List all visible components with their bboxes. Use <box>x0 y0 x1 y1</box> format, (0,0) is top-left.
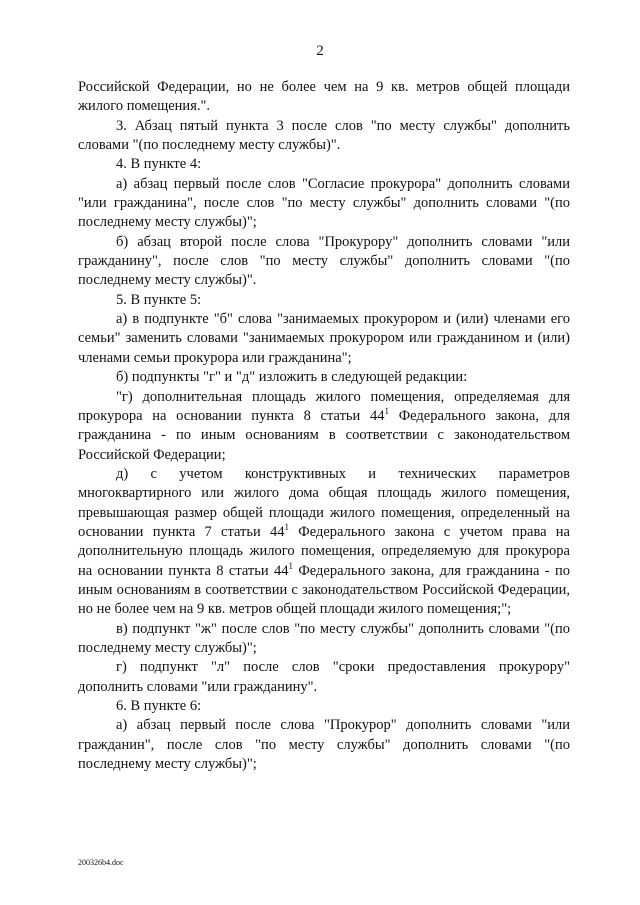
paragraph-text: б) подпункты "г" и "д" изложить в следующей редакции: <box>116 369 468 386</box>
paragraph <box>78 658 570 697</box>
document-body <box>78 78 570 774</box>
paragraph <box>78 310 570 368</box>
paragraph-text: Российской Федерации, но не более чем на 9 кв. метров общей площади жилого помещения.". <box>78 79 570 115</box>
superscript: 1 <box>284 521 290 532</box>
paragraph-text: а) абзац первый после слова "Прокурор" дополнить словами "или гражданин", после слов "по месту службы" дополнить словами "(по последнему месту службы)"; <box>78 717 570 773</box>
paragraph-text: 6. В пункте 6: <box>116 698 202 714</box>
superscript: 1 <box>288 560 293 571</box>
paragraph <box>78 155 570 174</box>
paragraph <box>78 291 570 310</box>
page-number: 2 <box>316 43 324 59</box>
paragraph-text: в) подпункт "ж" после слов "по месту службы" дополнить словами "(по последнему месту службы)"; <box>78 620 570 656</box>
paragraph-text: 3. Абзац пятый пункта 3 после слов "по месту службы" дополнить словами "(по последнему месту службы)". <box>78 117 570 154</box>
paragraph <box>78 78 570 117</box>
paragraph-text: 4. В пункте 4: <box>116 156 202 173</box>
paragraph-text: б) абзац второй после слова "Прокурору" дополнить словами "или гражданину", после слов "по месту службы" дополнить словами "(по последнему месту службы)". <box>78 233 570 289</box>
paragraph-text: д) с учетом конструктивных и технических параметров многоквартирного или жилого дома общая площадь жилого помещения, превышающая размер общей площади жилого помещения, определенный на основании пункта 7 статьи 44 <box>78 465 570 540</box>
paragraph <box>78 620 570 659</box>
paragraph <box>78 465 570 620</box>
paragraph <box>78 233 570 291</box>
document-filename: 200326b4.doc <box>78 858 124 867</box>
paragraph-text: г) подпункт "л" после слов "сроки предоставления прокурору" дополнить словами "или гражданину". <box>78 659 570 695</box>
paragraph <box>78 388 570 465</box>
paragraph <box>78 117 570 156</box>
paragraph-text: а) абзац первый после слов "Согласие прокурора" дополнить словами "или гражданина", после слов "по месту службы" дополнить словами "(по последнему месту службы)"; <box>78 175 570 231</box>
paragraph-text: 5. В пункте 5: <box>116 291 202 308</box>
paragraph <box>78 368 570 387</box>
paragraph-text: Федерального закона, для гражданина - по иным основаниям в соответствии с законодательством Российской Федерации; <box>78 407 570 463</box>
paragraph-text: Федерального закона, для гражданина - по иным основаниям в соответствии с законодательством Российской Федерации, но не более чем на 9 кв. метров общей площади жилого помещения;"; <box>78 562 570 618</box>
paragraph-text: а) в подпункте "б" слова "занимаемых прокурором и (или) членами его семьи" заменить словами "занимаемых прокурором или гражданином и (или) членами семьи прокурора или гражданина"; <box>78 311 570 366</box>
paragraph <box>78 697 570 716</box>
paragraph <box>78 175 570 233</box>
paragraph-text: Федерального закона с учетом права на дополнительную площадь жилого помещения, определяемую для прокурора на основании пункта 8 статьи 44 <box>78 523 570 579</box>
superscript: 1 <box>384 405 389 416</box>
paragraph <box>78 716 570 774</box>
paragraph-text: "г) дополнительная площадь жилого помещения, определяемая для прокурора на основании пункта 8 статьи 44 <box>78 388 570 424</box>
